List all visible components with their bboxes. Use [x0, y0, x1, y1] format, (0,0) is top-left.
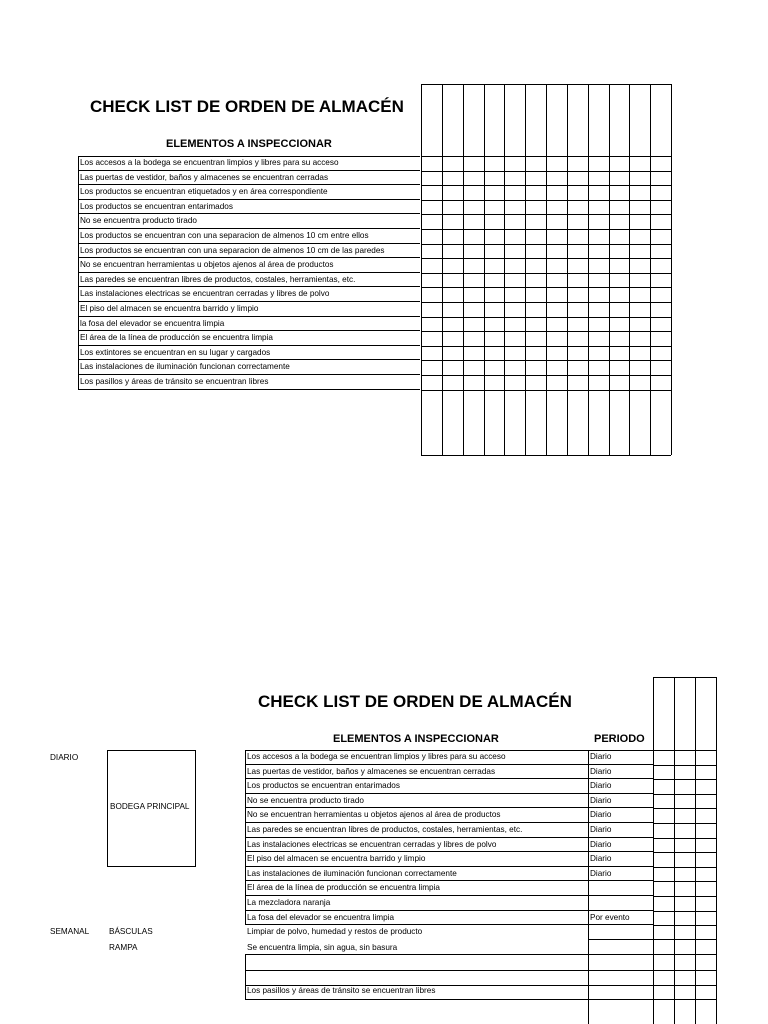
grid-row-line — [653, 808, 716, 809]
grid-row-line — [421, 171, 671, 172]
grid-row-line — [421, 214, 671, 215]
grid-row-line — [421, 455, 671, 456]
grid-column-line — [567, 84, 568, 455]
sheet2-period-header: PERIODO — [594, 733, 645, 745]
grid-column-line — [716, 677, 717, 1024]
list-item: No se encuentra producto tirado — [247, 795, 364, 805]
grid-row-line — [653, 852, 716, 853]
grid-column-line — [546, 84, 547, 455]
grid-column-line — [484, 84, 485, 455]
grid-column-line — [650, 84, 651, 455]
grid-row-line — [653, 794, 716, 795]
list-item: Los productos se encuentran con una separacion de almenos 10 cm entre ellos — [80, 231, 369, 240]
grid-column-line — [674, 677, 675, 1024]
grid-row-line — [421, 346, 671, 347]
list-item: Los productos se encuentran entarimados — [247, 781, 400, 791]
period-cell: Diario — [590, 868, 612, 878]
list-item: El área de la línea de producción se encuentra limpia — [247, 883, 440, 893]
list-item: Las puertas de vestidor, baños y almacenes se encuentran cerradas — [247, 766, 496, 776]
period-cell: Por evento — [590, 912, 630, 922]
sheet1-subtitle: ELEMENTOS A INSPECCIONAR — [166, 138, 332, 150]
basculas-label: BÁSCULAS — [109, 927, 153, 936]
list-item: Las instalaciones electricas se encuentran cerradas y libres de polvo — [80, 289, 330, 299]
list-item: La mezcladora naranja — [247, 898, 331, 907]
grid-row-line — [421, 185, 671, 186]
grid-column-line — [525, 84, 526, 455]
grid-row-line — [421, 273, 671, 274]
grid-row-line — [653, 896, 716, 897]
grid-row-line — [421, 287, 671, 288]
list-item: No se encuentran herramientas u objetos ajenos al área de productos — [247, 810, 501, 820]
grid-row-line — [421, 258, 671, 259]
list-item: Los accesos a la bodega se encuentran limpios y libres para su acceso — [247, 752, 506, 761]
period-cell: Diario — [590, 752, 612, 761]
grid-column-line — [504, 84, 505, 455]
grid-row-line — [421, 244, 671, 245]
grid-column-line — [671, 84, 672, 455]
grid-row-line — [421, 84, 671, 85]
period-cell: Diario — [590, 810, 612, 820]
grid-row-line — [421, 302, 671, 303]
list-item: Se encuentra limpia, sin agua, sin basura — [247, 943, 398, 952]
list-item: Los productos se encuentran entarimados — [80, 201, 233, 211]
list-item: Los pasillos y áreas de tránsito se encuentran libres — [80, 377, 269, 386]
period-cell: Diario — [590, 781, 612, 791]
list-item: la fosa del elevador se encuentra limpia — [80, 318, 225, 328]
rampa-label: RAMPA — [109, 943, 138, 952]
list-item: No se encuentran herramientas u objetos ajenos al área de productos — [80, 260, 334, 270]
list-item: Las instalaciones electricas se encuentran cerradas y libres de polvo — [247, 839, 497, 849]
grid-column-line — [653, 677, 654, 1024]
grid-column-line — [629, 84, 630, 455]
list-item: Los pasillos y áreas de tránsito se encuentran libres — [247, 986, 436, 995]
list-item: No se encuentra producto tirado — [80, 216, 197, 226]
grid-row-line — [653, 867, 716, 868]
grid-column-line — [609, 84, 610, 455]
grid-row-line — [421, 331, 671, 332]
diario-label: DIARIO — [50, 753, 79, 762]
grid-row-line — [653, 985, 716, 986]
list-item: Las paredes se encuentran libres de productos, costales, herramientas, etc. — [247, 825, 523, 834]
bodega-principal-label: BODEGA PRINCIPAL — [110, 802, 190, 811]
table-rule — [245, 970, 653, 971]
period-cell: Diario — [590, 854, 612, 864]
grid-row-line — [653, 750, 716, 751]
grid-row-line — [421, 375, 671, 376]
grid-row-line — [653, 999, 716, 1000]
grid-column-line — [695, 677, 696, 1024]
grid-row-line — [653, 779, 716, 780]
semanal-label: SEMANAL — [50, 927, 90, 936]
list-item: Los productos se encuentran con una separacion de almenos 10 cm de las paredes — [80, 245, 385, 255]
table-border — [245, 750, 246, 925]
list-item: Las paredes se encuentran libres de productos, costales, herramientas, etc. — [80, 274, 356, 284]
list-item: El piso del almacen se encuentra barrido y limpio — [80, 304, 259, 313]
list-item: Las instalaciones de iluminación funcionan correctamente — [247, 868, 457, 878]
grid-row-line — [653, 765, 716, 766]
grid-row-line — [421, 229, 671, 230]
grid-column-line — [588, 84, 589, 455]
bodega-principal-box — [107, 750, 196, 867]
grid-row-line — [421, 317, 671, 318]
list-item: El área de la línea de producción se encuentra limpia — [80, 333, 273, 343]
list-item: Limpiar de polvo, humedad y restos de producto — [247, 927, 423, 936]
grid-row-line — [653, 954, 716, 955]
table-rule — [588, 939, 653, 940]
grid-row-line — [653, 970, 716, 971]
grid-column-line — [421, 84, 422, 455]
table-border — [78, 156, 79, 390]
list-item: La fosa del elevador se encuentra limpia — [247, 912, 395, 922]
grid-row-line — [653, 881, 716, 882]
list-item: Las instalaciones de iluminación funcionan correctamente — [80, 362, 290, 372]
grid-column-line — [442, 84, 443, 455]
table-rule — [245, 954, 653, 955]
grid-row-line — [421, 156, 671, 157]
grid-row-line — [653, 911, 716, 912]
grid-row-line — [653, 838, 716, 839]
grid-column-line — [463, 84, 464, 455]
period-cell: Diario — [590, 766, 612, 776]
list-item: Las puertas de vestidor, baños y almacenes se encuentran cerradas — [80, 172, 329, 182]
period-cell: Diario — [590, 825, 612, 834]
list-item: Los accesos a la bodega se encuentran limpios y libres para su acceso — [80, 158, 339, 167]
period-cell: Diario — [590, 795, 612, 805]
grid-row-line — [653, 823, 716, 824]
list-item: Los productos se encuentran etiquetados y en área correspondiente — [80, 187, 328, 197]
grid-row-line — [653, 925, 716, 926]
grid-row-line — [653, 677, 716, 678]
table-rule — [245, 999, 653, 1000]
period-column-line — [588, 750, 589, 1024]
list-item: El piso del almacen se encuentra barrido y limpio — [247, 854, 426, 864]
sheet2-title: CHECK LIST DE ORDEN DE ALMACÉN — [258, 692, 572, 711]
grid-row-line — [421, 390, 671, 391]
period-cell: Diario — [590, 839, 612, 849]
grid-row-line — [421, 200, 671, 201]
grid-row-line — [421, 360, 671, 361]
sheet2-subtitle: ELEMENTOS A INSPECCIONAR — [333, 733, 499, 745]
list-item: Los extintores se encuentran en su lugar y cargados — [80, 347, 271, 357]
grid-row-line — [653, 939, 716, 940]
sheet1-title: CHECK LIST DE ORDEN DE ALMACÉN — [90, 97, 404, 116]
